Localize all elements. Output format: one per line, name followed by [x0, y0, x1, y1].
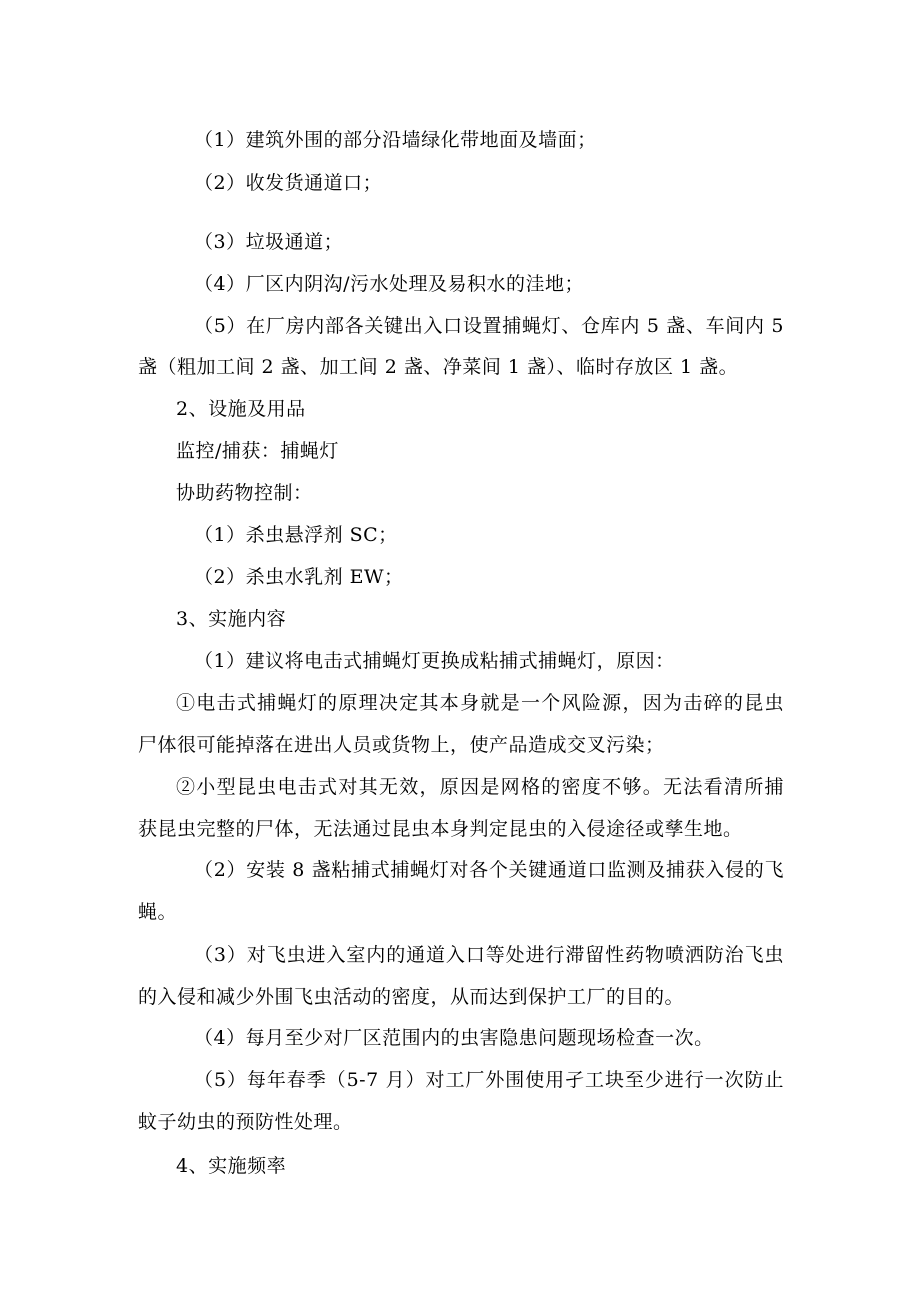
list-item-5-line-1: （5）在厂房内部各关键出入口设置捕蝇灯、仓库内 5 盏、车间内 5 — [194, 315, 784, 337]
reason-2-line-1: ②小型昆虫电击式对其无效，原因是网格的密度不够。无法看清所捕 — [176, 776, 784, 798]
content-item-5-line-1: （5）每年春季（5-7 月）对工厂外围使用孑工块至少进行一次防止 — [194, 1069, 784, 1091]
content-item-2-line-2: 蝇。 — [138, 901, 178, 923]
paragraph-chemical-control: 协助药物控制： — [176, 482, 313, 504]
paragraph-monitoring: 监控/捕获：捕蝇灯 — [176, 440, 339, 462]
reason-2-line-2: 获昆虫完整的尸体，无法通过昆虫本身判定昆虫的入侵途径或孳生地。 — [138, 818, 743, 840]
content-item-3-line-2: 的入侵和减少外围飞虫活动的密度，从而达到保护工厂的目的。 — [138, 986, 685, 1008]
list-item-1: （1）建筑外围的部分沿墙绿化带地面及墙面； — [194, 129, 597, 151]
section-heading-2: 2、设施及用品 — [176, 398, 306, 420]
reason-1-line-2: 尸体很可能掉落在进出人员或货物上，使产品造成交叉污染； — [138, 734, 665, 756]
list-item-5-line-2: 盏（粗加工间 2 盏、加工间 2 盏、净菜间 1 盏）、临时存放区 1 盏。 — [138, 356, 739, 378]
list-item-ew: （2）杀虫水乳剂 EW； — [194, 566, 404, 588]
reason-1-line-1: ①电击式捕蝇灯的原理决定其本身就是一个风险源，因为击碎的昆虫 — [176, 692, 784, 714]
content-item-1: （1）建议将电击式捕蝇灯更换成粘捕式捕蝇灯，原因： — [194, 650, 675, 672]
content-item-2-line-1: （2）安装 8 盏粘捕式捕蝇灯对各个关键通道口监测及捕获入侵的飞 — [194, 859, 784, 881]
list-item-2: （2）收发货通道口； — [194, 172, 383, 194]
content-item-4: （4）每月至少对厂区范围内的虫害隐患问题现场检查一次。 — [194, 1027, 714, 1049]
section-heading-4: 4、实施频率 — [176, 1155, 287, 1177]
list-item-4: （4）厂区内阴沟/污水处理及易积水的洼地； — [194, 273, 584, 295]
content-item-3-line-1: （3）对飞虫进入室内的通道入口等处进行滞留性药物喷洒防治飞虫 — [194, 944, 784, 966]
content-item-5-line-2: 蚊子幼虫的预防性处理。 — [138, 1111, 353, 1133]
list-item-sc: （1）杀虫悬浮剂 SC； — [194, 524, 398, 546]
list-item-3: （3）垃圾通道； — [194, 231, 344, 253]
section-heading-3: 3、实施内容 — [176, 608, 287, 630]
